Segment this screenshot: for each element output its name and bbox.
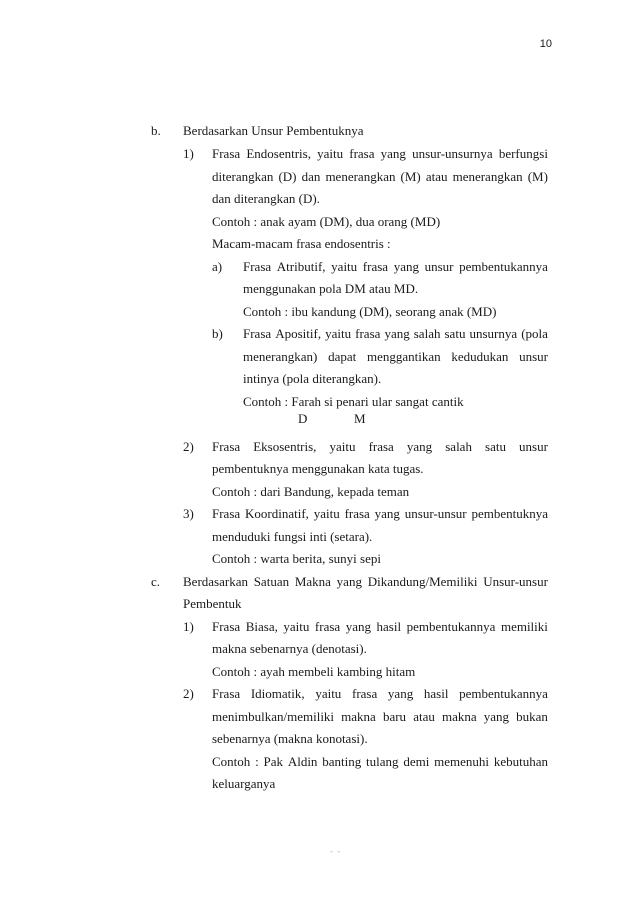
word: frasa — [351, 686, 378, 701]
annotation-m: M — [354, 411, 366, 426]
word: hasil — [376, 619, 402, 634]
word: kedudukan — [451, 349, 509, 364]
text-line: dan diterangkan (D). — [212, 191, 320, 206]
word: pembentukannya — [406, 619, 496, 634]
word: unsur — [424, 259, 454, 274]
word: yang — [483, 709, 510, 724]
text-line: pembentuknya menggunakan kata tugas. — [212, 461, 424, 476]
word: dapat — [328, 349, 357, 364]
word: yaitu — [317, 146, 344, 161]
text-line: intinya (pola diterangkan). — [243, 371, 382, 386]
text-line: sebenarnya (makna konotasi). — [212, 731, 368, 746]
word: yang — [380, 146, 406, 161]
word: Frasa — [212, 506, 241, 521]
word: banting — [322, 754, 362, 769]
word: unsur-unsur — [404, 506, 467, 521]
word: (M) — [400, 169, 421, 184]
word: Eksosentris, — [253, 439, 317, 454]
section-c-marker: c. — [151, 574, 161, 589]
word: Biasa, — [245, 619, 278, 634]
word: pembentukannya — [459, 686, 548, 701]
word: unsur-unsurnya — [412, 146, 493, 161]
justified-line — [212, 146, 548, 161]
justified-line — [212, 506, 548, 521]
example-line: Contoh : ayah membeli kambing hitam — [212, 664, 416, 679]
word: pembentuknya — [471, 506, 548, 521]
word: satu — [444, 326, 466, 341]
word: yang — [374, 506, 400, 521]
word: menerangkan — [325, 169, 396, 184]
word: Makna — [294, 574, 331, 589]
word: pembentukannya — [459, 259, 548, 274]
word: Berdasarkan — [183, 574, 248, 589]
justified-line — [243, 259, 548, 274]
word: atau — [413, 709, 435, 724]
justified-line — [212, 619, 548, 634]
justified-line — [212, 439, 548, 454]
example-line: Contoh : warta berita, sunyi sepi — [212, 551, 381, 566]
word: unsur — [519, 349, 548, 364]
word: memenuhi — [434, 754, 490, 769]
section-c-heading — [183, 574, 548, 589]
word: baru — [382, 709, 407, 724]
section-b-heading: Berdasarkan Unsur Pembentuknya — [183, 123, 364, 138]
word: Contoh — [212, 754, 251, 769]
item-marker: 1) — [183, 146, 194, 161]
word: dan — [301, 169, 321, 184]
word: makna — [341, 709, 376, 724]
word: Frasa — [243, 259, 272, 274]
word: frasa — [344, 506, 370, 521]
word: yaitu — [313, 506, 340, 521]
word: bukan — [516, 709, 548, 724]
text-line: menduduki fungsi inti (setara). — [212, 529, 373, 544]
word: Satuan — [253, 574, 290, 589]
section-c-heading-cont: Pembentuk — [183, 596, 242, 611]
word: Pak — [263, 754, 284, 769]
word: Unsur-unsur — [483, 574, 548, 589]
word: demi — [403, 754, 430, 769]
word: Frasa — [212, 619, 241, 634]
word: Aldin — [287, 754, 318, 769]
word: makna — [441, 709, 477, 724]
word: memiliki — [500, 619, 548, 634]
word: yang — [384, 326, 410, 341]
word: frasa — [368, 439, 394, 454]
example-line: Contoh : ibu kandung (DM), seorang anak (MD) — [243, 304, 497, 319]
text-line: makna sebenarnya (denotasi). — [212, 641, 367, 656]
annotation-d: D — [298, 411, 308, 426]
word: unsur — [519, 439, 548, 454]
word: berfungsi — [498, 146, 548, 161]
word: Koordinatif, — [245, 506, 309, 521]
footer-mark: - - — [330, 846, 342, 856]
word: diterangkan — [212, 169, 274, 184]
word: menimbulkan/memiliki — [212, 709, 335, 724]
word: Frasa — [212, 686, 241, 701]
word: kebutuhan — [493, 754, 548, 769]
word: Atributif, — [276, 259, 326, 274]
word: Frasa — [212, 439, 241, 454]
word: yaitu — [331, 259, 358, 274]
word: menerangkan — [452, 169, 523, 184]
subitem-marker: b) — [212, 326, 223, 341]
justified-line — [212, 754, 548, 769]
word: frasa — [314, 619, 341, 634]
subheading: Macam-macam frasa endosentris : — [212, 236, 391, 251]
text-line: menggunakan pola DM atau MD. — [243, 281, 419, 296]
word: menggantikan — [366, 349, 441, 364]
word: yang — [393, 259, 419, 274]
word: atau — [425, 169, 448, 184]
word: Frasa — [243, 326, 272, 341]
justified-line — [243, 349, 548, 364]
word: Idiomatik, — [250, 686, 305, 701]
word: frasa — [355, 326, 381, 341]
text-line: keluarganya — [212, 776, 276, 791]
example-line: Contoh : Farah si penari ular sangat cantik — [243, 394, 464, 409]
justified-line — [243, 326, 548, 341]
word: : — [255, 754, 259, 769]
word: yang — [406, 439, 433, 454]
word: Apositif, — [275, 326, 322, 341]
item-marker: 1) — [183, 619, 194, 634]
word: tulang — [366, 754, 399, 769]
item-marker: 2) — [183, 686, 194, 701]
word: yaitu — [315, 686, 342, 701]
section-b-marker: b. — [151, 123, 161, 138]
word: yaitu — [283, 619, 310, 634]
item-marker: 3) — [183, 506, 194, 521]
word: yaitu — [329, 439, 356, 454]
example-line: Contoh : dari Bandung, kepada teman — [212, 484, 410, 499]
word: Frasa — [212, 146, 241, 161]
word: frasa — [362, 259, 389, 274]
word: yaitu — [325, 326, 352, 341]
word: (M) — [527, 169, 548, 184]
subitem-marker: a) — [212, 259, 223, 274]
word: yang — [387, 686, 414, 701]
word: menerangkan) — [243, 349, 318, 364]
page-number: 10 — [539, 38, 552, 50]
word: frasa — [349, 146, 375, 161]
item-marker: 2) — [183, 439, 194, 454]
word: (pola — [521, 326, 548, 341]
justified-line — [212, 686, 548, 701]
word: Dikandung/Memiliki — [367, 574, 478, 589]
word: unsurnya — [469, 326, 518, 341]
word: satu — [485, 439, 506, 454]
justified-line — [212, 169, 548, 184]
word: Endosentris, — [246, 146, 311, 161]
justified-line — [212, 709, 548, 724]
example-line: Contoh : anak ayam (DM), dua orang (MD) — [212, 214, 441, 229]
word: salah — [413, 326, 441, 341]
word: (D) — [278, 169, 297, 184]
word: yang — [345, 619, 371, 634]
word: hasil — [423, 686, 449, 701]
word: salah — [445, 439, 472, 454]
word: yang — [336, 574, 362, 589]
